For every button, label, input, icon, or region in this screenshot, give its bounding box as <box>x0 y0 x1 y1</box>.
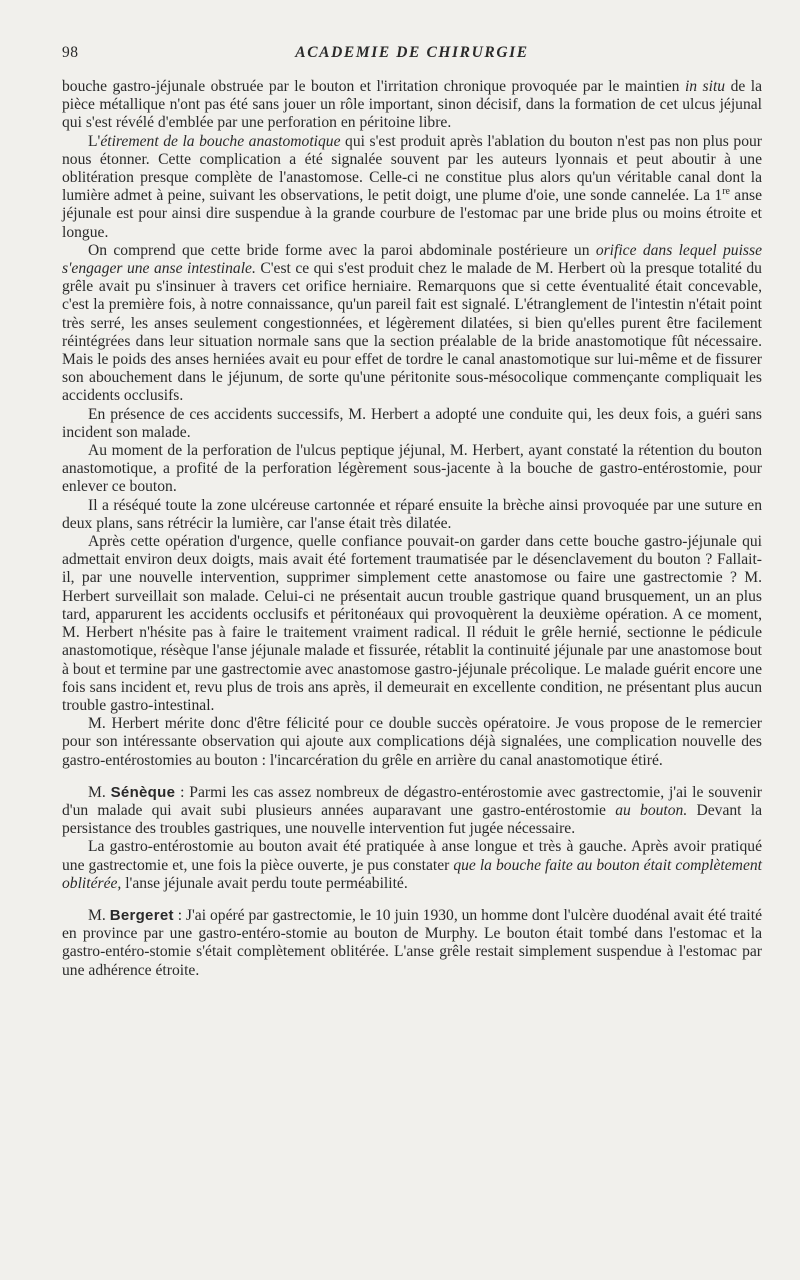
italic-text: au bouton. <box>615 801 688 819</box>
text-run: qui s'est produit après l'ablation du bouton n'est pas non plus pour nous étonner. Cette complication a été signalée souvent par les auteurs lyonnais et peut aboutir à une oblitération presque complète de l'anastomose. Celle-ci ne constitue plus alors qu'un véritable canal dont la lumière admet à peine, suivant les observations, le petit doigt, une plume d'oie, une sonde cannelée. La 1 <box>62 132 763 205</box>
page-header <box>62 44 762 70</box>
text-run: On comprend que cette bride forme avec la paroi abdominale postérieure un <box>88 241 596 259</box>
paragraph-p3 <box>62 242 762 406</box>
page-number: 98 <box>62 44 79 61</box>
superscript: re <box>722 186 730 198</box>
paragraph-p2 <box>62 133 762 242</box>
italic-text: orifice dans lequel puisse s'engager une anse intestinale. <box>62 241 762 278</box>
text-run: bouche gastro-jéjunale obstruée par le bouton et l'irritation chronique provoquée par le maintien <box>62 78 685 95</box>
paragraph-p5 <box>62 442 762 497</box>
text-run: M. Herbert mérite donc d'être félicité pour ce double succès opératoire. Je vous propose de le remercier pour son intéressante observation qui ajoute aux complications déjà signalées, une complication nouvelle des gastro-entérostomies au bouton : l'incarcération du grêle en arrière du canal anastomotique étiré. <box>62 715 762 769</box>
paragraph-p10 <box>62 838 762 893</box>
italic-text: étirement de la bouche anastomotique <box>100 132 341 150</box>
article-body <box>62 78 762 980</box>
text-run: : Parmi les cas assez nombreux de dégastro-entérostomie avec gastrectomie, j'ai le souvenir d'un malade qui avait subi plusieurs années auparavant une gastro-entérostomie <box>62 783 762 819</box>
speaker-name: Sénèque <box>110 783 176 801</box>
speaker-name: Bergeret <box>109 906 174 924</box>
text-run: Après cette opération d'urgence, quelle confiance pouvait-on garder dans cette bouche gastro-jéjunale qui admettait environ deux doigts, mais avait été fortement traumatisée par le désenclavement du bouton ? Fallait-il, par une nouvelle intervention, supprimer simplement cette anastomose ou faire une gastrectomie ? M. Herbert surveillait son malade. Celui-ci ne présentait aucun trouble gastrique quand brusquement, un an plus tard, apparurent les accidents occlusifs et péritonéaux qui provoquèrent la deuxième opération. A ce moment, M. Herbert n'hésite pas à faire le traitement vraiment radical. Il réduit le grêle hernié, sectionne le pédicule anastomotique, résèque l'anse jéjunale malade et fissurée, rétablit la continuité jéjunale par une anastomose bout à bout et termine par une gastrectomie avec anastomose gastro-jéjunale précolique. Le malade guérit encore une fois sans incident et, revu plus de trois ans après, il demeurait en excellente condition, ne présentant plus aucun trouble gastro-intestinal. <box>62 533 762 714</box>
text-run: Au moment de la perforation de l'ulcus peptique jéjunal, M. Herbert, ayant constaté la rétention du bouton anastomotique, a profité de la perforation légèrement sous-jacente à la bouche de gastro-entérostomie, pour enlever ce bouton. <box>62 442 762 496</box>
text-run: anse jéjunale est pour ainsi dire suspendue à la grande courbure de l'estomac par une bride plus ou moins étroite et longue. <box>62 187 763 241</box>
paragraph-p9 <box>62 784 762 839</box>
text-run: En présence de ces accidents successifs, M. Herbert a adopté une conduite qui, les deux fois, a guéri sans incident son malade. <box>62 405 762 441</box>
text-run: : J'ai opéré par gastrectomie, le 10 juin 1930, un homme dont l'ulcère duodénal avait été traité en province par une gastro-entéro-stomie au bouton de Murphy. Le bouton était tombé dans l'estomac et la gastro-entéro-stomie s'était complètement oblitérée. L'anse grêle restait simplement suspendue à l'estomac par une adhérence étroite. <box>62 906 762 979</box>
running-title: ACADEMIE DE CHIRURGIE <box>295 44 529 61</box>
italic-text: in situ <box>684 78 726 95</box>
text-run: l'anse jéjunale avait perdu toute perméabilité. <box>121 874 408 892</box>
text-run: de la pièce métallique n'ont pas été sans jouer un rôle important, sinon décisif, dans la formation de cet ulcus jéjunal qui s'est révélé d'emblée par une perforation en péritoine libre. <box>62 78 763 132</box>
text-run: M. <box>88 906 110 924</box>
text-run: Devant la persistance des troubles gastriques, une nouvelle intervention fut jugée nécessaire. <box>62 801 762 838</box>
paragraph-p7 <box>62 533 762 715</box>
paragraph-p8 <box>62 715 762 770</box>
text-run: La gastro-entérostomie au bouton avait été pratiquée à anse longue et très à gauche. Après avoir pratiqué une gastrectomie et, une fois la pièce ouverte, je pus constater <box>62 838 762 874</box>
paragraph-p11 <box>62 907 762 980</box>
paragraph-p1 <box>62 78 762 133</box>
paragraph-p4 <box>62 406 762 442</box>
text-run: Il a réséqué toute la zone ulcéreuse cartonnée et réparé ensuite la brèche ainsi provoquée par une suture en deux plans, sans rétrécir la lumière, car l'anse était très dilatée. <box>62 496 762 532</box>
italic-text: que la bouche faite au bouton était complètement oblitérée, <box>62 856 762 892</box>
paragraph-p6 <box>62 497 762 533</box>
text-run: C'est ce qui s'est produit chez le malade de M. Herbert où la presque totalité du grêle avait pu s'insinuer à travers cet orifice herniaire. Remarquons que si cette éventualité était concevable, c'est la première fois, à notre connaissance, qu'un pareil fait est signalé. L'étranglement de l'intestin n'était point très serré, les anses seulement congestionnées, et légèrement dilatées, si bien qu'elles purent être facilement réintégrées dans leur situation normale sans que la section préalable de la bride anastomotique fût nécessaire. Mais le poids des anses herniées avait eu pour effet de tordre le canal anastomotique sur lui-même et de fissurer son abouchement dans le jéjunum, de sorte qu'une péritonite sous-mésocolique commençante compliquait les accidents occlusifs. <box>62 260 762 405</box>
text-run: L' <box>88 132 101 150</box>
text-run: M. <box>88 783 111 801</box>
